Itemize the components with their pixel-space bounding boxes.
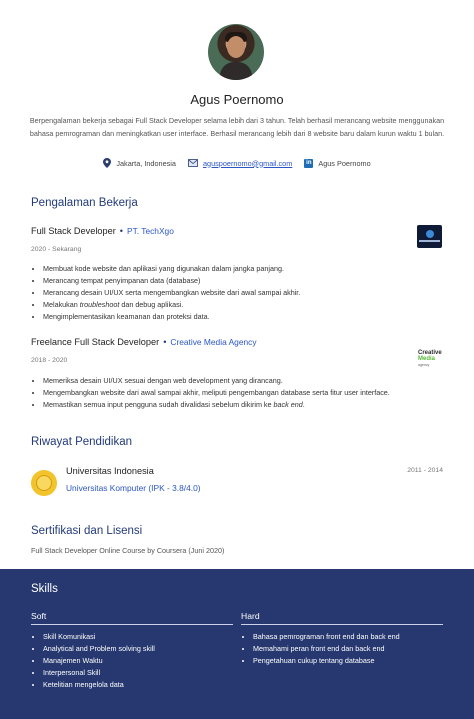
list-item: • Mengimplementasikan keamanan dan proteksi data.	[43, 311, 453, 323]
education-school: Universitas Indonesia	[66, 466, 154, 476]
avatar	[208, 24, 264, 80]
mail-icon	[188, 159, 198, 167]
experience-section-title: Pengalaman Bekerja	[31, 197, 138, 209]
certification-section-title: Sertifikasi dan Lisensi	[31, 525, 143, 537]
list-item: • Merancang desain UI/UX serta mengembangkan website dari awal sampai akhir.	[43, 287, 453, 299]
linkedin-icon: in	[306, 159, 312, 166]
job-1-title-row: Full Stack Developer • PT. TechXgo	[31, 226, 174, 236]
list-item: • Memahami peran front end dan back end	[253, 643, 443, 655]
profile-summary: Berpengalaman bekerja sebagai Full Stack Developer selama lebih dari 3 tahun. Telah berhasil merancang website menggunakan bahasa pemrograman dan meningkatkan user interface. Berhasil merancang lebih dari 8 website baru dalam kurun waktu 1 bulan.	[29, 116, 445, 138]
education-major: Universitas Komputer (IPK - 3.8/4.0)	[66, 483, 201, 493]
job-1-duties	[31, 263, 453, 323]
location-pin-icon	[103, 158, 111, 168]
list-item: • Membuat kode website dan aplikasi yang digunakan dalam jangka panjang.	[43, 263, 453, 275]
job-2-role: Freelance Full Stack Developer	[31, 337, 160, 347]
education-section-title: Riwayat Pendidikan	[31, 436, 133, 448]
job-2-title-row: Freelance Full Stack Developer • Creative Media Agency	[31, 337, 257, 347]
list-item: • Pengetahuan cukup tentang database	[253, 655, 443, 667]
soft-skills-label: Soft	[31, 611, 233, 625]
hard-skills-column	[241, 611, 443, 667]
job-2-duties	[31, 375, 453, 411]
job-1-company: PT. TechXgo	[126, 226, 174, 236]
job-1-role: Full Stack Developer	[31, 226, 116, 236]
list-item: • Interpersonal Skill	[43, 667, 233, 679]
job-2-company: Creative Media Agency	[170, 337, 257, 347]
contact-row	[0, 158, 474, 168]
skills-panel	[0, 569, 474, 719]
list-item: • Ketelitian mengelola data	[43, 679, 233, 691]
creative-media-logo: Creative Media agency	[418, 350, 442, 367]
job-2-period: 2018 - 2020	[31, 357, 68, 364]
email-link[interactable]: aguspoernomo@gmail.com	[202, 158, 293, 168]
list-item: • Manajemen Waktu	[43, 655, 233, 667]
list-item: • Skill Komunikasi	[43, 631, 233, 643]
university-logo	[31, 470, 57, 496]
list-item: • Merancang tempat penyimpanan data (database)	[43, 275, 453, 287]
soft-skills-column	[31, 611, 233, 691]
education-period: 2011 - 2014	[407, 467, 443, 474]
hard-skills-list	[241, 631, 443, 667]
soft-skills-list	[31, 631, 233, 691]
profile-name: Agus Poernomo	[190, 92, 284, 107]
skills-title: Skills	[31, 583, 58, 595]
list-item: • Bahasa pemrograman front end dan back end	[253, 631, 443, 643]
certification-item: Full Stack Developer Online Course by Coursera (Juni 2020)	[31, 546, 225, 555]
list-item: • Memastikan semua input pengguna sudah divalidasi sebelum dikirim ke back end.	[43, 399, 453, 411]
linkedin-name[interactable]: Agus Poernomo	[318, 158, 371, 168]
list-item: • Memeriksa desain UI/UX sesuai dengan web development yang dirancang.	[43, 375, 453, 387]
hard-skills-label: Hard	[241, 611, 443, 625]
location-text: Jakarta, Indonesia	[116, 158, 176, 168]
list-item: • Melakukan troubleshoot dan debug aplikasi.	[43, 299, 453, 311]
job-1-period: 2020 - Sekarang	[31, 246, 82, 253]
techxgo-logo	[417, 225, 442, 248]
list-item: • Analytical and Problem solving skill	[43, 643, 233, 655]
list-item: • Mengembangkan website dari awal sampai akhir, meliputi pengembangan database serta fitur user interface.	[43, 387, 453, 399]
